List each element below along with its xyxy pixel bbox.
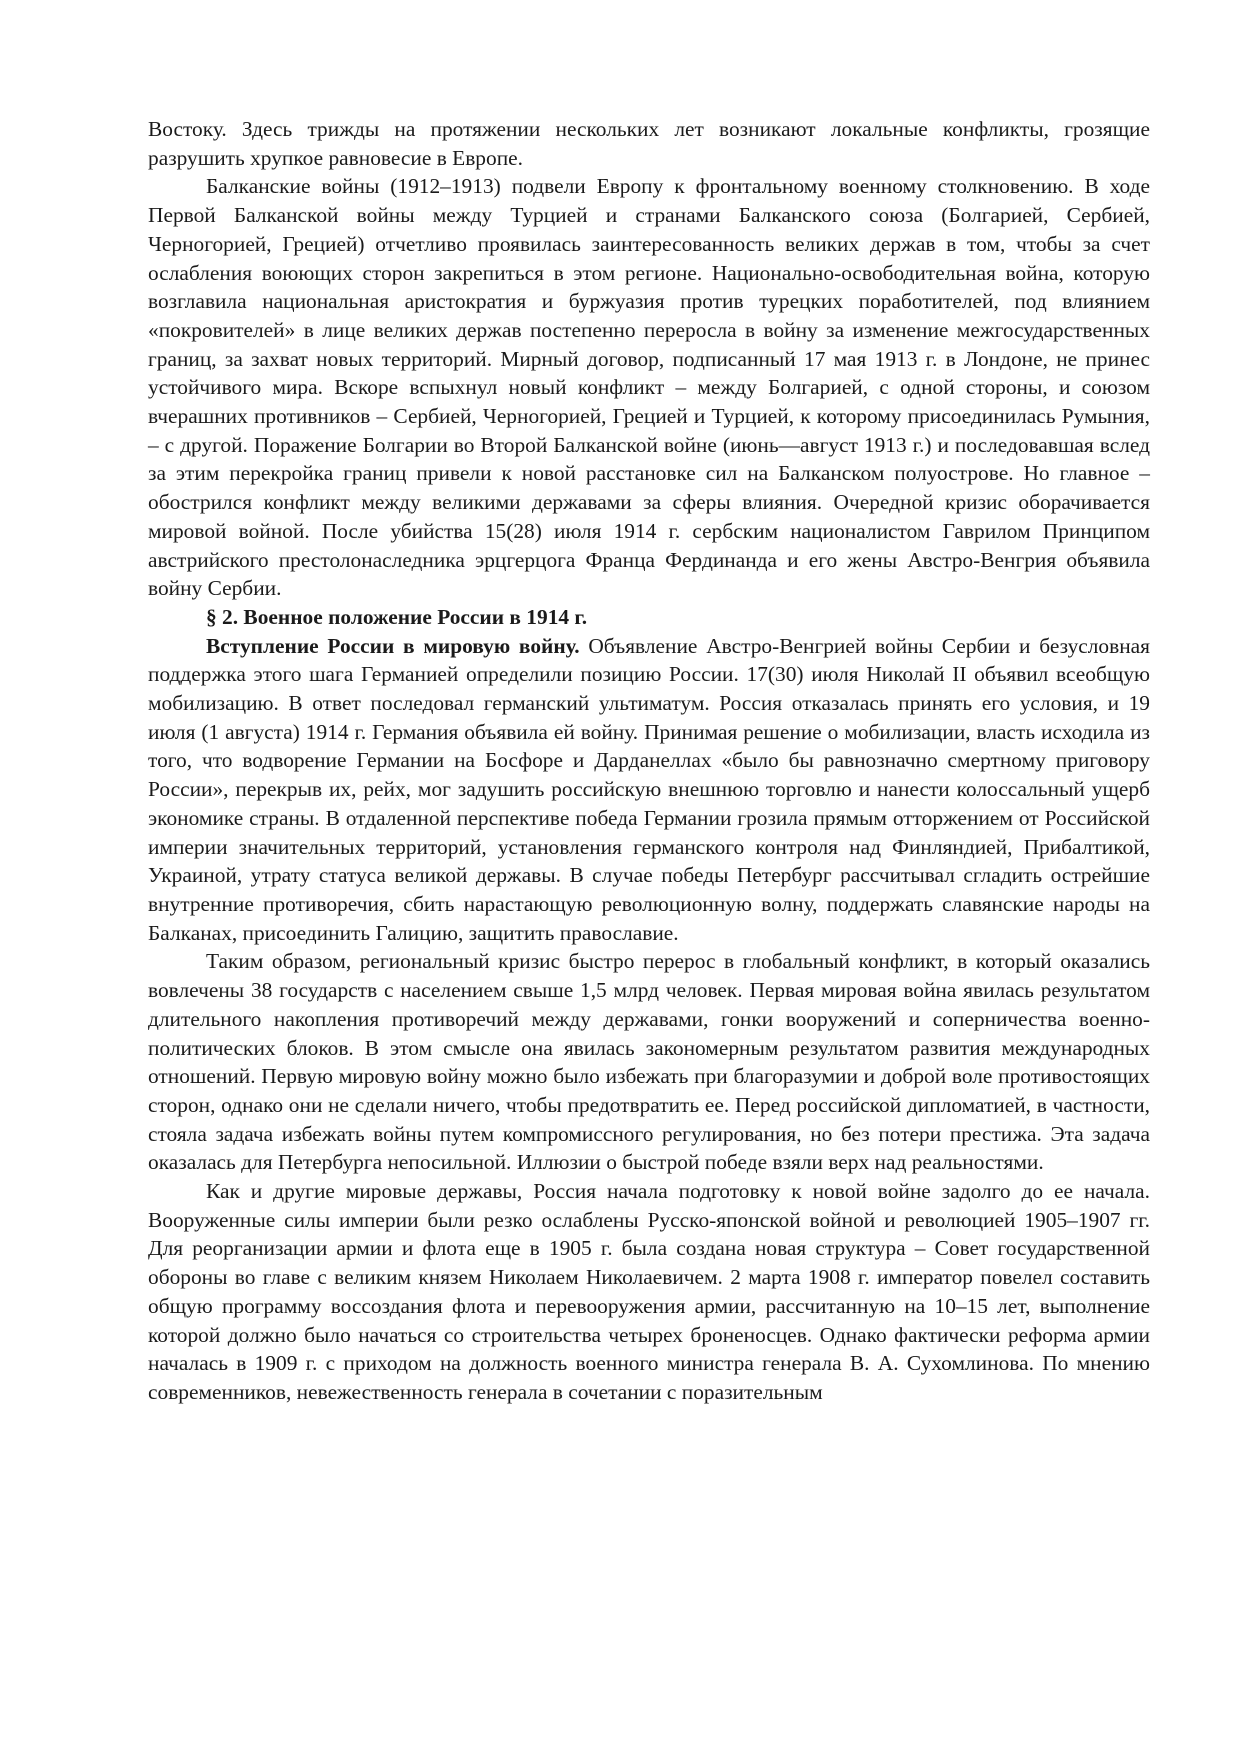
paragraph-army-preparation: Как и другие мировые державы, Россия начала подготовку к новой войне задолго до ее начала. Вооруженные силы империи были резко ослаблены Русско-японской войной и революцией 1905–1907 гг. Для реорганизации армии и флота еще в 1905 г. была создана новая структура – Совет государственной обороны во главе с великим князем Николаем Николаевичем. 2 марта 1908 г. император повелел составить общую программу воссоздания флота и перевооружения армии, рассчитанную на 10–15 лет, выполнение которой должно было начаться со строительства четырех броненосцев. Однако фактически реформа армии началась в 1909 г. с приходом на должность военного министра генерала В. А. Сухомлинова. По мнению современников, невежественность генерала в сочетании с поразительным <box>148 1179 1150 1404</box>
subsection-text: Объявление Австро-Венгрией войны Сербии и безусловная поддержка этого шага Германией определили позицию России. 17(30) июля Николай II объявил всеобщую мобилизацию. В ответ последовал германский ультиматум. Россия отказалась принять его условия, и 19 июля (1 августа) 1914 г. Германия объявила ей войну. Принимая решение о мобилизации, власть исходила из того, что водворение Германии на Босфоре и Дарданеллах «было бы равнозначно смертному приговору России», перекрыв их, рейх, мог задушить российскую внешнюю торговлю и нанести колоссальный ущерб экономике страны. В отдаленной перспективе победа Германии грозила прямым отторжением от Российской империи значительных территорий, установления германского контроля над Финляндией, Прибалтикой, Украиной, утрату статуса великой державы. В случае победы Петербург рассчитывал сгладить острейшие внутренние противоречия, сбить нарастающую революционную волну, поддержать славянские народы на Балканах, присоединить Галицию, защитить православие. <box>148 633 1151 945</box>
paragraph-balkan-wars: Балканские войны (1912–1913) подвели Европу к фронтальному военному столкновению. В ходе Первой Балканской войны между Турцией и странами Балканского союза (Болгарией, Сербией, Черногорией, Грецией) отчетливо проявилась заинтересованность великих держав в том, чтобы за счет ослабления воюющих сторон закрепиться в этом регионе. Национально-освободительная война, которую возглавила национальная аристократия и буржуазия против турецких поработителей, под влиянием «покровителей» в лице великих держав постепенно переросла в войну за изменение межгосударственных границ, за захват новых территорий. Мирный договор, подписанный 17 мая 1913 г. в Лондоне, не принес устойчивого мира. Вскоре вспыхнул новый конфликт – между Болгарией, с одной стороны, и союзом вчерашних противников – Сербией, Черногорией, Грецией и Турцией, к которому присоединилась Румыния, – с другой. Поражение Болгарии во Второй Балканской войне (июнь—август 1913 г.) и последовавшая вслед за этим перекройка границ привели к новой расстановке сил на Балканском полуострове. Но главное – обострился конфликт между великими державами за сферы влияния. Очередной кризис оборачивается мировой войной. После убийства 15(28) июля 1914 г. сербским националистом Гаврилом Принципом австрийского престолонаследника эрцгерцога Франца Фердинанда и его жены Австро-Венгрия объявила войну Сербии. <box>148 174 1150 601</box>
paragraph-russia-entry <box>148 632 1150 948</box>
subsection-title: Вступление России в мировую войну. <box>206 633 580 658</box>
document-page <box>148 115 1150 1407</box>
section-heading: § 2. Военное положение России в 1914 г. <box>206 604 588 629</box>
paragraph-global-conflict: Таким образом, региональный кризис быстро перерос в глобальный конфликт, в который оказались вовлечены 38 государств с населением свыше 1,5 млрд человек. Первая мировая война явилась результатом длительного накопления противоречий между державами, гонки вооружений и соперничества военно-политических блоков. В этом смысле она явилась закономерным результатом развития международных отношений. Первую мировую войну можно было избежать при благоразумии и доброй воле противостоящих сторон, однако они не сделали ничего, чтобы предотвратить ее. Перед российской дипломатией, в частности, стояла задача избежать войны путем компромиссного регулирования, но без потери престижа. Эта задача оказалась для Петербурга непосильной. Иллюзии о быстрой победе взяли верх над реальностями. <box>148 949 1150 1175</box>
paragraph-continuation: Востоку. Здесь трижды на протяжении нескольких лет возникают локальные конфликты, грозящие разрушить хрупкое равновесие в Европе. <box>148 117 1150 170</box>
